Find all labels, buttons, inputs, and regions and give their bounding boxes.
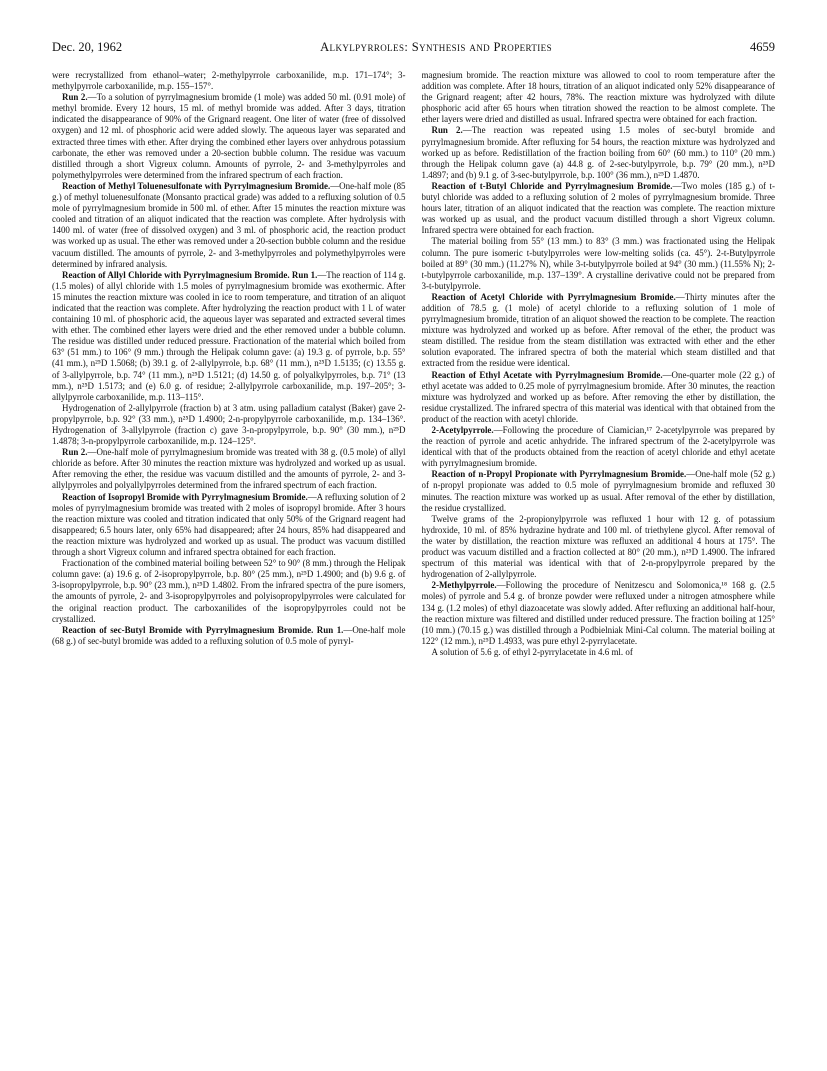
paragraph [422,580,776,647]
paragraph [422,181,776,236]
paragraph [422,125,776,180]
paragraph-text: —To a solution of pyrrylmagnesium bromide (1 mole) was added 50 ml. (0.91 mole) of methyl bromide. Every 12 hours, 15 ml. of methyl bromide was added. After 3 days, titration indicated the disappearance of 90% of the Grignard reagent. One liter of water (free of dissolved oxygen) and 12 ml. of phosphoric acid were added slowly. The aqueous layer was separated and extracted three times with ether. After drying the combined ether layers over anhydrous potassium carbonate, the ether was removed under a 20-section bubble column. The residue was vacuum distilled through a short Vigreux column. Amounts of pyrrole, 2- and 3-methylpyrroles and polymethylpyrroles were determined from the infrared spectrum of each fraction. [52,92,406,180]
paragraph [52,447,406,491]
section-heading: Reaction of Methyl Toluenesulfonate with Pyrrylmagnesium Bromide. [62,180,331,191]
paragraph-text: —One-half mole (68 g.) of sec-butyl bromide was added to a refluxing solution of 0.5 mole of pyrryl- [52,624,406,646]
section-heading: Reaction of Allyl Chloride with Pyrrylmagnesium Bromide. Run 1. [62,269,318,280]
paragraph [52,625,406,647]
right-column [422,70,776,1045]
paragraph [422,469,776,513]
section-heading: 2-Methylpyrrole. [431,580,497,591]
paragraph-text: —Following the procedure of Ciamician,¹⁷ 2-acetylpyrrole was prepared by the reaction of pyrrole and acetic anhydride. The infrared spectrum of the 2-acetylpyrrole was identical with that of the products obtained from the reaction of acetyl chloride and ethyl acetate with pyrrylmagnesium bromide. [421,425,775,469]
paragraph [52,181,406,270]
paragraph: Twelve grams of the 2-propionylpyrrole was refluxed 1 hour with 12 g. of potassium hydroxide, 10 ml. of 85% hydrazine hydrate and 100 ml. of triethylene glycol. After removal of the water by distillation, the reaction mixture was refluxed an additional 4 hours at 175°. The product was vacuum distilled and a fraction collected at 80° (20 mm.), n²⁵D 1.4900. The infrared spectrum of this material was identical with that of 2-n-propylpyrrole prepared by the hydrogenation of 2-allylpyrrole. [421,513,775,580]
page-header [52,40,775,56]
paragraph: were recrystallized from ethanol–water; 2-methylpyrrole carboxanilide, m.p. 171–174°; 3-methylpyrrole carboxanilide, m.p. 155–157°. [52,70,406,92]
header-date: Dec. 20, 1962 [52,40,123,54]
header-page-number: 4659 [749,40,775,54]
paragraph-text: —One-half mole (85 g.) of methyl toluenesulfonate (Monsanto practical grade) was added to a refluxing solution of 0.5 mole of pyrrylmagnesium bromide in 500 ml. of ether. After 15 minutes the reaction mixture was cooled and titration of an aliquot indicated that the reaction was complete. After hydrolysis with 1400 ml. of water (free of dissolved oxygen) and 3 ml. of phosphoric acid, the reaction product was worked up as usual. The ether was removed under a 20-section bubble column and the residue vacuum distilled. The amounts of pyrrole, 2- and 3-methylpyrroles and polymethylpyrroles were determined by infrared analysis. [52,180,406,269]
paragraph-text: —The reaction of 114 g. (1.5 moles) of allyl chloride with 1.5 moles of pyrrylmagnesium bromide was exothermic. After 15 minutes the reaction mixture was cooled in ice to room temperature, and titration of an aliquot indicated that the reaction was complete. After hydrolyzing the reaction product with 1 l. of water containing 10 ml. of phosphoric acid, the aqueous layer was separated and extracted several times with ether. The combined ether layers were dried and the ether removed under a bubble column. The residue was distilled under reduced pressure. Fractionation of the material which boiled from 63° (51 mm.) to 106° (9 mm.) through the Helipak column gave: (a) 19.3 g. of pyrrole, b.p. 55° (41 mm.), n²⁵D 1.5068; (b) 39.1 g. of 2-allylpyrrole, b.p. 68° (11 mm.), n²⁵D 1.5135; (c) 13.55 g. of 3-allylpyrrole, b.p. 74° (11 mm.), n²⁵D 1.5121; (d) 14.50 g. of polyalkylpyrroles, b.p. 71° (13 mm.), n²⁵D 1.5173; and (e) 6.0 g. of residue; 2-allylpyrrole carboxanilide, m.p. 197–205°; 3-allylpyrrole carboxanilide, m.p. 113–115°. [52,269,406,402]
section-heading: Reaction of n-Propyl Propionate with Pyrrylmagnesium Bromide. [431,469,687,480]
paragraph [52,492,406,559]
left-column [52,70,406,1045]
section-heading: Reaction of t-Butyl Chloride and Pyrrylmagnesium Bromide. [431,180,673,191]
paragraph-text: —A refluxing solution of 2 moles of pyrrylmagnesium bromide was treated with 2 moles of isopropyl bromide. After 3 hours the reaction mixture was cooled and titration indicated that only 50% of the Grignard reagent had disappeared; 6.5 hours later, only 65% had disappeared; after 24 hours, 85% had disappeared and the reaction mixture was hydrolyzed and worked up as usual. The product was vacuum distilled through a short Vigreux column and infrared spectra obtained for each fraction. [52,491,406,558]
header-title: Alkylpyrroles: Synthesis and Properties [320,40,552,54]
paragraph-text: —The reaction was repeated using 1.5 moles of sec-butyl bromide and pyrrylmagnesium bromide. After refluxing for 54 hours, the reaction mixture was hydrolyzed and worked up as before. Redistillation of the fraction boiling from 60° (60 mm.) to 110° (20 mm.) through the Helipak column gave (a) 44.8 g. of 2-sec-butylpyrrole, b.p. 79° (20 mm.), n²⁵D 1.4897; and (b) 9.1 g. of 3-sec-butylpyrrole, b.p. 100° (36 mm.), n²⁵D 1.4870. [421,125,775,180]
section-heading: Reaction of Acetyl Chloride with Pyrrylmagnesium Bromide. [431,291,676,302]
paragraph [52,270,406,403]
paragraph: Fractionation of the combined material boiling between 52° to 90° (8 mm.) through the Helipak column gave: (a) 19.6 g. of 2-isopropylpyrrole, b.p. 80° (25 mm.), n²⁵D 1.4900; and (b) 9.6 g. of 3-isopropylpyrrole, b.p. 90° (23 mm.), n²⁵D 1.4802. From the infrared spectra of the pure isomers, the amounts of pyrrole, 2- and 3-isopropylpyrroles and polyisopropylpyrroles were calculated for the original reaction product. The carboxanilides of the isopropylpyrroles could not be crystallized. [52,558,406,624]
paragraph: Hydrogenation of 2-allylpyrrole (fraction b) at 3 atm. using palladium catalyst (Baker) gave 2-propylpyrrole, b.p. 92° (33 mm.), n²⁵D 1.4900; 2-n-propylpyrrole carboxanilide, m.p. 134–136°. Hydrogenation of 3-allylpyrrole (fraction c) gave 3-n-propylpyrrole, b.p. 90° (30 mm.), n²⁵D 1.4878; 3-n-propylpyrrole carboxanilide, m.p. 124–125°. [52,402,406,447]
run-heading: Run 2. [431,125,463,136]
paragraph-text: —Two moles (185 g.) of t-butyl chloride was added to a refluxing solution of 2 moles of pyrrylmagnesium bromide. Three hours later, titration of an aliquot indicated that the reaction was complete. The reaction mixture was worked up as usual, and the product vacuum distilled through a short Vigreux column. Infrared spectra were obtained for each fraction. [421,180,775,236]
body-columns [52,70,775,1045]
section-heading: Reaction of Isopropyl Bromide with Pyrrylmagnesium Bromide. [62,491,308,502]
paragraph: A solution of 5.6 g. of ethyl 2-pyrrylacetate in 4.6 ml. of [431,646,633,657]
section-heading: Reaction of Ethyl Acetate with Pyrrylmagnesium Bromide. [431,369,663,380]
paragraph-text: —One-half mole (52 g.) of n-propyl propionate was added to 0.5 mole of pyrrylmagnesium bromide and refluxed 30 minutes. The reaction mixture was worked up as usual. After removal of the ether by distillation, the residue crystallized. [421,469,775,513]
paragraph-text: —Following the procedure of Nenitzescu and Solomonica,¹⁸ 168 g. (2.5 moles) of pyrrole and 5.4 g. of bronze powder were refluxed under a nitrogen atmosphere while 134 g. (1.2 moles) of ethyl diazoacetate was slowly added. After refluxing an additional half-hour, the reaction mixture was filtered and distilled under reduced pressure. The fraction boiling at 125° (10 mm.) (70.15 g.) was distilled through a Podbielniak Mini-Cal column. The material boiling at 122° (12 mm.), n²⁵D 1.4933, was pure ethyl 2-pyrrylacetate. [421,580,775,646]
run-heading: Run 2. [62,92,88,103]
paragraph [422,370,776,425]
paragraph: magnesium bromide. The reaction mixture was allowed to cool to room temperature after the addition was complete. After 18 hours, titration of an aliquot indicated only 52% disappearance of the Grignard reagent; after 42 hours, 78%. The reaction mixture was hydrolyzed with dilute phosphoric acid after 65 hours when titration showed the reaction to be almost complete. The ether layers were dried and distilled as usual. Infrared spectra were obtained for each fraction. [421,70,775,125]
paragraph [52,92,406,181]
section-heading: Reaction of sec-Butyl Bromide with Pyrrylmagnesium Bromide. Run 1. [62,624,344,635]
paragraph: The material boiling from 55° (13 mm.) to 83° (3 mm.) was fractionated using the Helipak column. The pure isomeric t-butylpyrroles were low-melting solids (ca. 45°). 2-t-Butylpyrrole boiled at 89° (30 mm.) (11.27% N), while 3-t-butylpyrrole boiled at 94° (30 mm.) (11.55% N); 2-t-butylpyrrole carboxanilide, m.p. 137–139°. A crystalline derivative could not be prepared from 3-t-butylpyrrole. [421,236,775,291]
paragraph-text: —One-half mole of pyrrylmagnesium bromide was treated with 38 g. (0.5 mole) of allyl chloride as before. After 30 minutes the reaction mixture was hydrolyzed and worked up as usual. After removing the ether, the residue was vacuum distilled and the amounts of pyrrole, 2- and 3-allylpyrroles and polyallylpyrroles determined from the infrared spectrum of each fraction. [52,447,406,491]
paragraph-text: —Thirty minutes after the addition of 78.5 g. (1 mole) of acetyl chloride to a refluxing solution of 1 mole of pyrrylmagnesium bromide, titration of an aliquot showed the reaction to be complete. The reaction mixture was hydrolyzed and worked up as before. After removal of the ether, the product was steam distilled. The residue from the steam distillation was extracted with ether and the ether solution evaporated. The infrared spectra of both the material which steam distilled and that extracted from the residue were identical. [421,291,775,369]
paragraph [422,292,776,370]
paragraph-text: —One-quarter mole (22 g.) of ethyl acetate was added to 0.25 mole of pyrrylmagnesium bromide. After 30 minutes, the reaction mixture was hydrolyzed and worked up as before. After removing the ether by distillation, the residue crystallized. The infrared spectra of this material was identical with that obtained from the product of the reaction with acetyl chloride. [421,369,775,424]
run-heading: Run 2. [62,447,88,458]
paragraph [422,425,776,469]
section-heading: 2-Acetylpyrrole. [431,425,494,435]
